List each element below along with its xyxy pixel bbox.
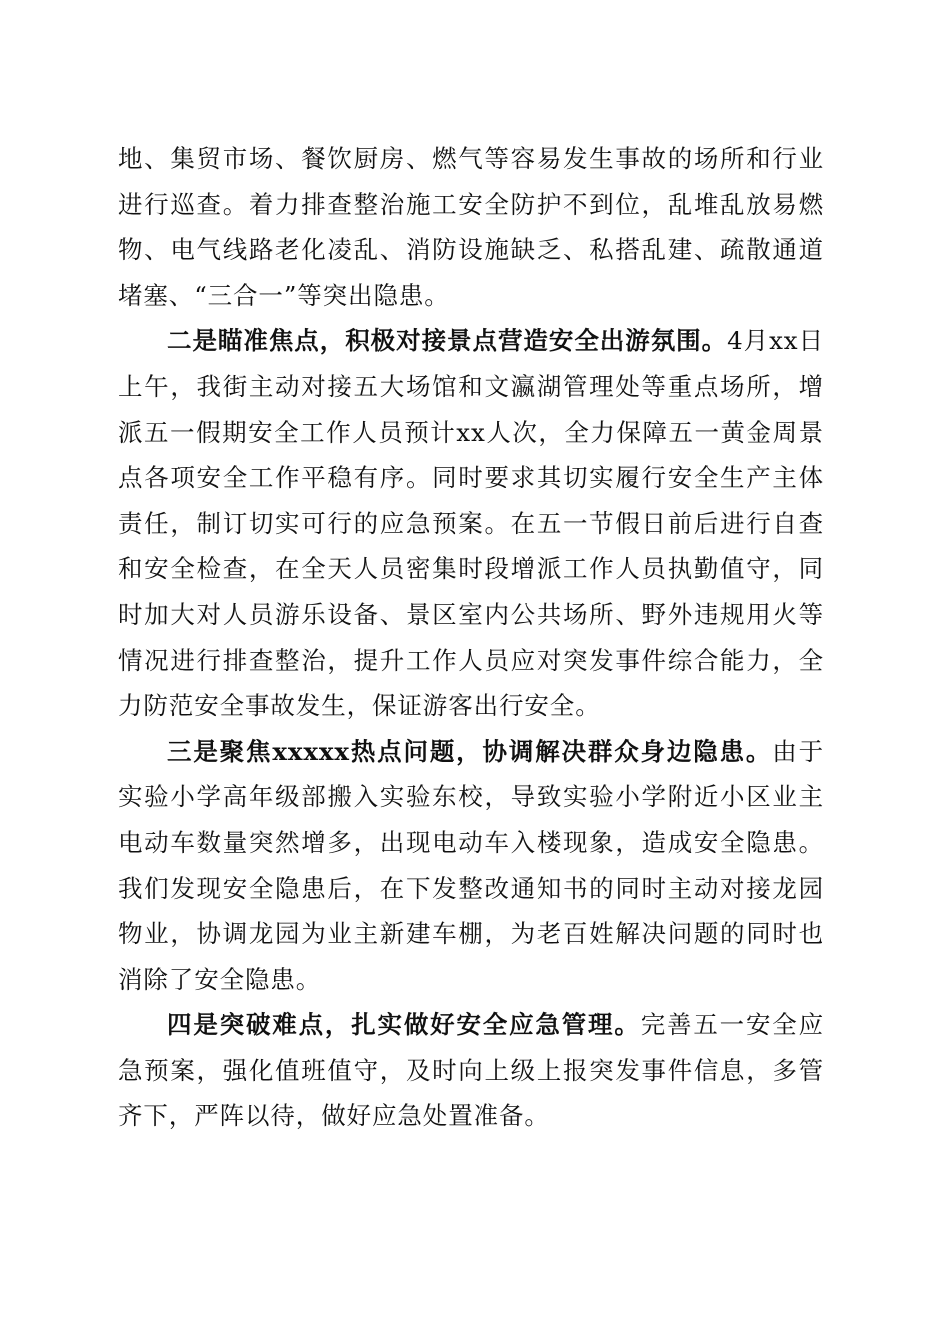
paragraph-scenic-safety (118, 318, 824, 728)
paragraph-continued (118, 136, 824, 318)
paragraph-hotspot-issues (118, 729, 824, 1003)
paragraph-text: 地、集贸市场、餐饮厨房、燃气等容易发生事故的场所和行业进行巡查。着力排查整治施工安全防护不到位，乱堆乱放易燃物、电气线路老化凌乱、消防设施缺乏、私搭乱建、疏散通道堵塞、“三合一”等突出隐患。 (118, 144, 824, 310)
paragraph-emergency-management (118, 1002, 824, 1139)
document-body (118, 136, 824, 1139)
paragraph-text: 完善五一安全应急预案，强化值班值守，及时向上级上报突发事件信息，多管齐下，严阵以待，做好应急处置准备。 (118, 1010, 824, 1131)
paragraph-text: 4月xx日上午，我街主动对接五大场馆和文瀛湖管理处等重点场所，增派五一假期安全工作人员预计xx人次，全力保障五一黄金周景点各项安全工作平稳有序。同时要求其切实履行安全生产主体责任，制订切实可行的应急预案。在五一节假日前后进行自查和安全检查，在全天人员密集时段增派工作人员执勤值守，同时加大对人员游乐设备、景区室内公共场所、野外违规用火等情况进行排查整治，提升工作人员应对突发事件综合能力，全力防范安全事故发生，保证游客出行安全。 (118, 326, 824, 721)
paragraph-heading: 四是突破难点，扎实做好安全应急管理。 (167, 1010, 641, 1040)
paragraph-heading: 三是聚焦xxxxx热点问题，协调解决群众身边隐患。 (167, 736, 773, 766)
paragraph-heading: 二是瞄准焦点，积极对接景点营造安全出游氛围。 (167, 326, 728, 356)
paragraph-text: 由于实验小学高年级部搬入实验东校，导致实验小学附近小区业主电动车数量突然增多，出现电动车入楼现象，造成安全隐患。我们发现安全隐患后，在下发整改通知书的同时主动对接龙园物业，协调龙园为业主新建车棚，为老百姓解决问题的同时也消除了安全隐患。 (118, 736, 824, 994)
